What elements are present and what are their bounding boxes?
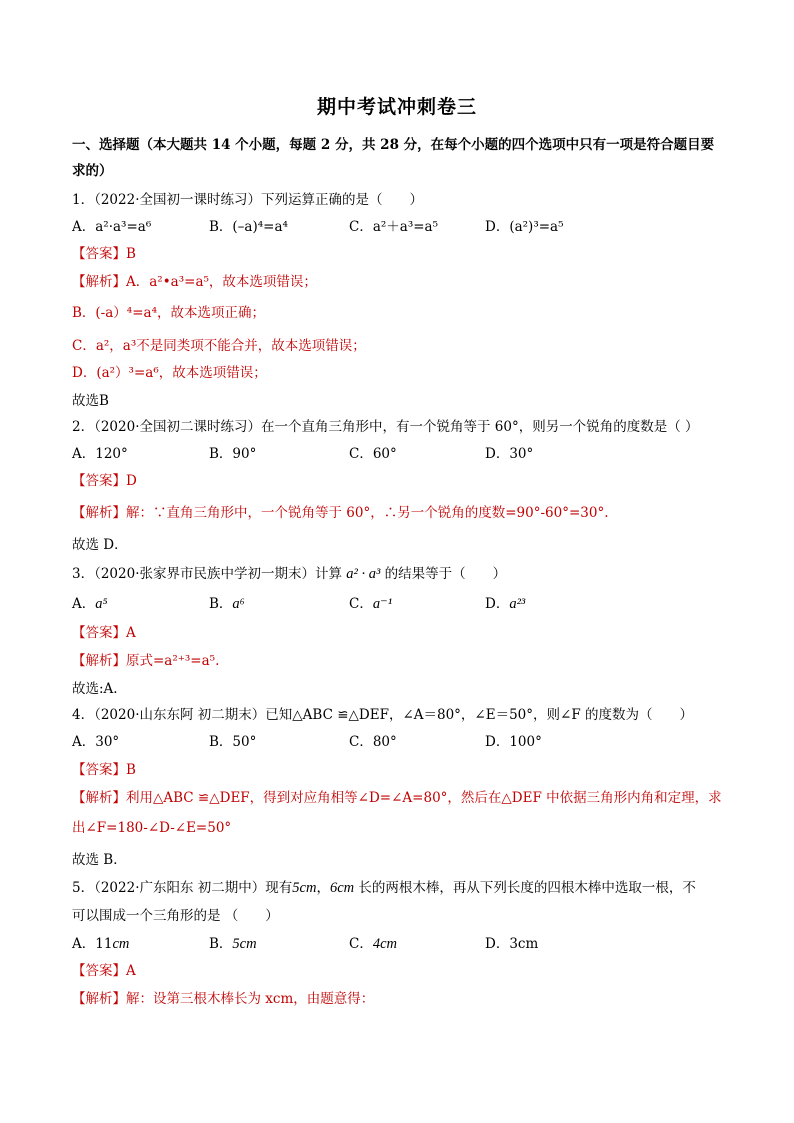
q4-option-c: C．80° (349, 734, 397, 750)
q5-stem-length-1: 5cm (292, 880, 317, 896)
q3-stem-text-b: 的结果等于（ ） (384, 566, 507, 582)
q4-option-a: A．30° (72, 734, 120, 750)
page-title: 期中考试冲刺卷三 (316, 96, 477, 118)
q2-option-d: D．30° (485, 446, 534, 462)
q1-option-a: A．a²·a³=a⁶ (72, 219, 152, 235)
q1-explanation-2: B．(-a）⁴=a⁴，故本选项正确； (72, 305, 265, 321)
q3-option-b-label: B． (209, 596, 233, 612)
q2-answer: 【答案】D (72, 473, 137, 489)
q5-option-a-label: A．11 (72, 936, 113, 952)
q3-option-d-value: a²³ (509, 596, 526, 612)
q5-option-c-label: C． (349, 936, 373, 952)
q3-option-d (485, 595, 525, 613)
q5-option-d: D．3cm (485, 936, 539, 952)
q3-option-b-value: a⁶ (232, 596, 245, 612)
q5-stem-text-e: 长的两根木棒，再从下列长度的四根木棒中选取一根，不 (354, 880, 696, 896)
q4-explanation-2: 出∠F=180-∠D-∠E=50° (72, 820, 232, 836)
q5-option-a (72, 935, 129, 953)
q3-option-a-value: a⁵ (95, 596, 108, 612)
q5-option-b-label: B． (209, 936, 233, 952)
q5-explanation-1: 【解析】解：设第三根木棒长为 xcm，由题意得： (72, 991, 375, 1007)
q2-option-c: C．60° (349, 446, 397, 462)
q4-stem: 4．（2020·山东东阿 初二期末）已知△ABC ≌△DEF，∠A＝80°，∠E＝50°，则∠F 的度数为（ ） (72, 707, 693, 723)
q1-stem: 1．（2022·全国初一课时练习）下列运算正确的是（ ） (72, 192, 423, 208)
q2-option-b: B．90° (209, 446, 257, 462)
q3-option-c (349, 595, 392, 613)
q5-stem-separator: ， (316, 880, 330, 896)
q5-stem-length-2: 6cm (329, 880, 355, 896)
q5-option-b (209, 935, 257, 953)
q3-stem-text-a: 3．（2020·张家界市民族中学初一期末）计算 (72, 566, 342, 582)
q5-answer: 【答案】A (72, 963, 136, 979)
q5-option-b-value: 5cm (232, 936, 257, 952)
q3-option-c-value: a⁻¹ (372, 596, 393, 612)
q3-answer: 【答案】A (72, 625, 136, 641)
q3-option-d-label: D． (485, 596, 510, 612)
q2-conclusion: 故选 D． (72, 537, 128, 553)
q5-stem-line1 (72, 879, 696, 897)
q4-explanation-1: 【解析】利用△ABC ≌△DEF，得到对应角相等∠D=∠A=80°，然后在△DEF 中依据三角形内角和定理，求 (72, 790, 722, 806)
q2-stem: 2．（2020·全国初二课时练习）在一个直角三角形中，有一个锐角等于 60°，则另一个锐角的度数是（ ） (72, 419, 699, 435)
q1-option-c: C．a²＋a³=a⁵ (349, 219, 439, 235)
q1-option-d: D．(a²)³=a⁵ (485, 219, 564, 235)
q5-stem-line2: 可以围成一个三角形的是 （ ） (72, 908, 279, 924)
q3-stem (72, 565, 506, 583)
q4-option-d: D．100° (485, 734, 542, 750)
q1-explanation-4: D．(a²）³=a⁶，故本选项错误； (72, 365, 267, 381)
q4-answer: 【答案】B (72, 762, 136, 778)
section-heading-line1: 一、选择题（本大题共 14 个小题，每题 2 分，共 28 分，在每个小题的四个选项中只有一项是符合题目要 (72, 137, 715, 153)
section-heading-line2: 求的） (72, 163, 113, 179)
q2-explanation-1: 【解析】解：∵直角三角形中，一个锐角等于 60°，∴另一个锐角的度数=90°-60°=30°. (72, 505, 609, 521)
q3-stem-expression: a² · a³ (346, 566, 381, 582)
q1-explanation-1: 【解析】A．a²•a³=a⁵，故本选项错误； (72, 274, 317, 290)
q5-option-c (349, 935, 397, 953)
q4-conclusion: 故选 B． (72, 852, 127, 868)
q2-option-a: A．120° (72, 446, 128, 462)
q1-conclusion: 故选B (72, 393, 109, 409)
q1-answer: 【答案】B (72, 246, 136, 262)
q3-conclusion: 故选:A. (72, 681, 118, 697)
q3-option-a-label: A． (72, 596, 96, 612)
q3-option-c-label: C． (349, 596, 373, 612)
q1-explanation-3: C．a²，a³不是同类项不能合并，故本选项错误； (72, 338, 366, 354)
q3-explanation-1: 【解析】原式=a²⁺³=a⁵. (72, 653, 220, 669)
q5-option-a-unit: cm (112, 936, 130, 952)
q3-option-b (209, 595, 245, 613)
q4-option-b: B．50° (209, 734, 257, 750)
q1-option-b: B．(–a)⁴=a⁴ (209, 219, 288, 235)
q5-stem-text-a: 5．（2022·广东阳东 初二期中）现有 (72, 880, 293, 896)
q3-option-a (72, 595, 108, 613)
q5-option-c-value: 4cm (372, 936, 398, 952)
